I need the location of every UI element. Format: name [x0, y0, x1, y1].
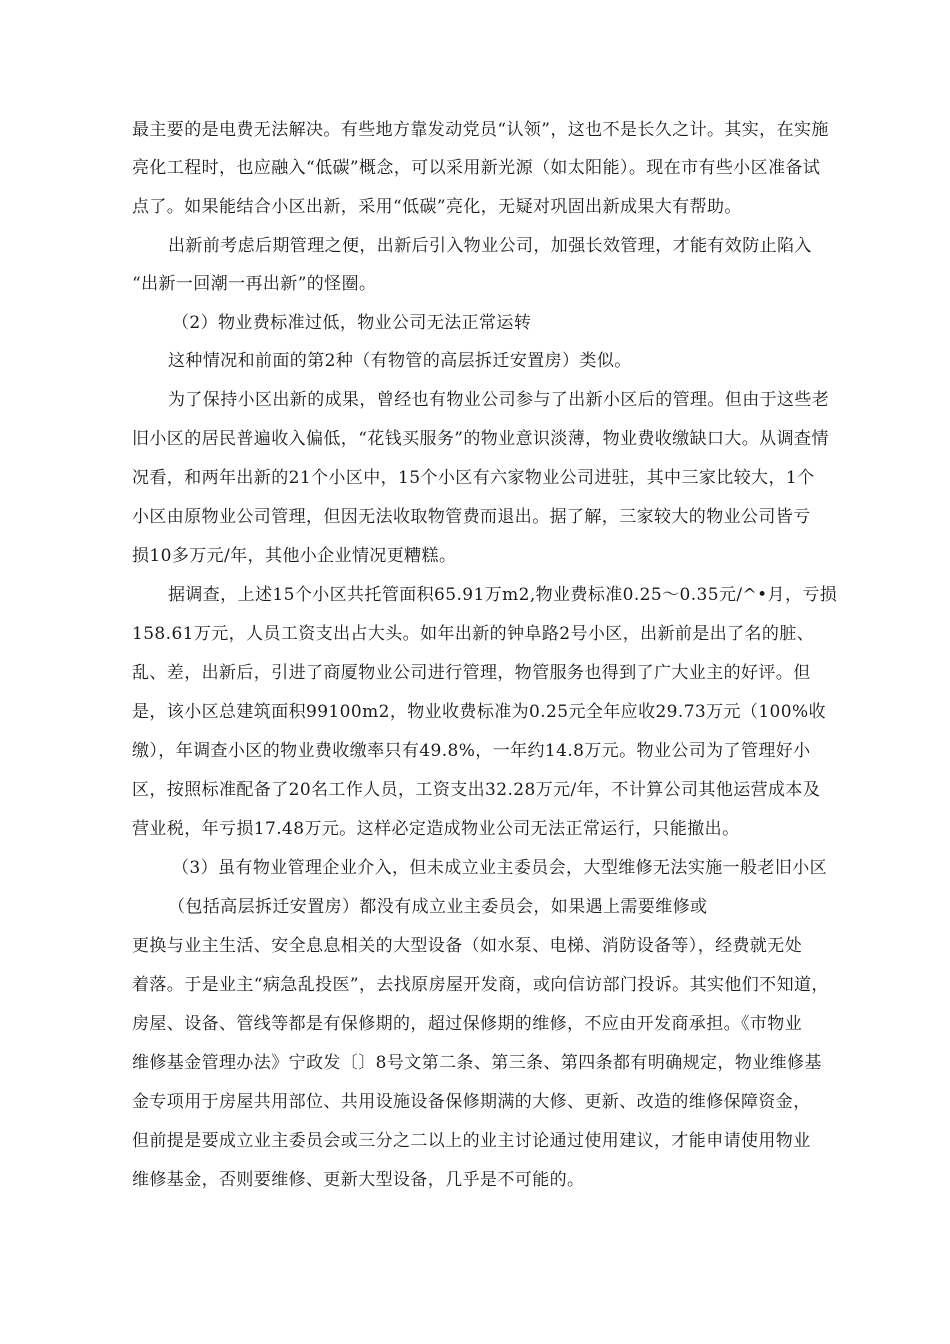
text-line: 最主要的是电费无法解决。有些地方靠发动党员“认领”，这也不是长久之计。其实，在实施	[132, 120, 829, 140]
text-line: 着落。于是业主“病急乱投医”，去找原房屋开发商，或向信访部门投诉。其实他们不知道，	[132, 975, 829, 995]
text-line: 小区由原物业公司管理，但因无法收取物管费而退出。据了解，三家较大的物业公司皆亏	[132, 507, 811, 527]
text-line: 更换与业主生活、安全息息相关的大型设备（如水泵、电梯、消防设备等），经费就无处	[132, 936, 803, 956]
text-line: 亮化工程时，也应融入“低碳”概念，可以采用新光源（如太阳能）。现在市有些小区准备试	[132, 158, 821, 178]
text-line: 营业税，年亏损17.48万元。这样必定造成物业公司无法正常运行，只能撤出。	[132, 819, 740, 839]
text-line: 房屋、设备、管线等都是有保修期的，超过保修期的维修，不应由开发商承担。《市物业	[132, 1014, 803, 1034]
section-heading: （3）虽有物业管理企业介入，但未成立业主委员会，大型维修无法实施一般老旧小区	[172, 858, 828, 878]
text-line: 损10多万元/年，其他小企业情况更糟糕。	[132, 546, 457, 566]
text-line: 乱、差，出新后，引进了商厦物业公司进行管理，物管服务也得到了广大业主的好评。但	[132, 663, 811, 683]
text-line: “出新一回潮一再出新”的怪圈。	[132, 274, 377, 294]
text-line: 旧小区的居民普遍收入偏低，“花钱买服务”的物业意识淡薄，物业费收缴缺口大。从调查情	[132, 429, 829, 449]
text-line: 点了。如果能结合小区出新，采用“低碳”亮化，无疑对巩固出新成果大有帮助。	[132, 197, 742, 217]
text-line: （包括高层拆迁安置房）都没有成立业主委员会，如果遇上需要维修或	[168, 897, 708, 917]
text-line: 况看，和两年出新的21个小区中，15个小区有六家物业公司进驻，其中三家比较大，1个	[132, 468, 815, 488]
text-line: 据调查，上述15个小区共托管面积65.91万m2,物业费标准0.25〜0.35元/^•月，亏损	[168, 585, 838, 605]
text-line: 维修基金管理办法》宁政发〔〕8号文第二条、第三条、第四条都有明确规定，物业维修基	[132, 1053, 822, 1073]
text-line: 金专项用于房屋共用部位、共用设施设备保修期满的大修、更新、改造的维修保障资金，	[132, 1092, 811, 1112]
text-line: 158.61万元，人员工资支出占大头。如年出新的钟阜路2号小区，出新前是出了名的脏、	[132, 624, 815, 644]
text-line: 出新前考虑后期管理之便，出新后引入物业公司，加强长效管理，才能有效防止陷入	[168, 236, 812, 256]
text-line: 是，该小区总建筑面积99100m2，物业收费标准为0.25元全年应收29.73万元（100%收	[132, 702, 826, 722]
section-heading: （2）物业费标准过低，物业公司无法正常运转	[172, 313, 532, 333]
text-line: 但前提是要成立业主委员会或三分之二以上的业主讨论通过使用建议，才能申请使用物业	[132, 1131, 811, 1151]
text-line: 为了保持小区出新的成果，曾经也有物业公司参与了出新小区后的管理。但由于这些老	[168, 390, 830, 410]
text-line: 这种情况和前面的第2种（有物管的高层拆迁安置房）类似。	[168, 351, 632, 371]
text-line: 维修基金，否则要维修、更新大型设备，几乎是不可能的。	[132, 1170, 585, 1190]
text-line: 缴），年调查小区的物业费收缴率只有49.8%，一年约14.8万元。物业公司为了管理好小	[132, 741, 811, 761]
text-line: 区，按照标准配备了20名工作人员，工资支出32.28万元/年，不计算公司其他运营成本及	[132, 780, 821, 800]
